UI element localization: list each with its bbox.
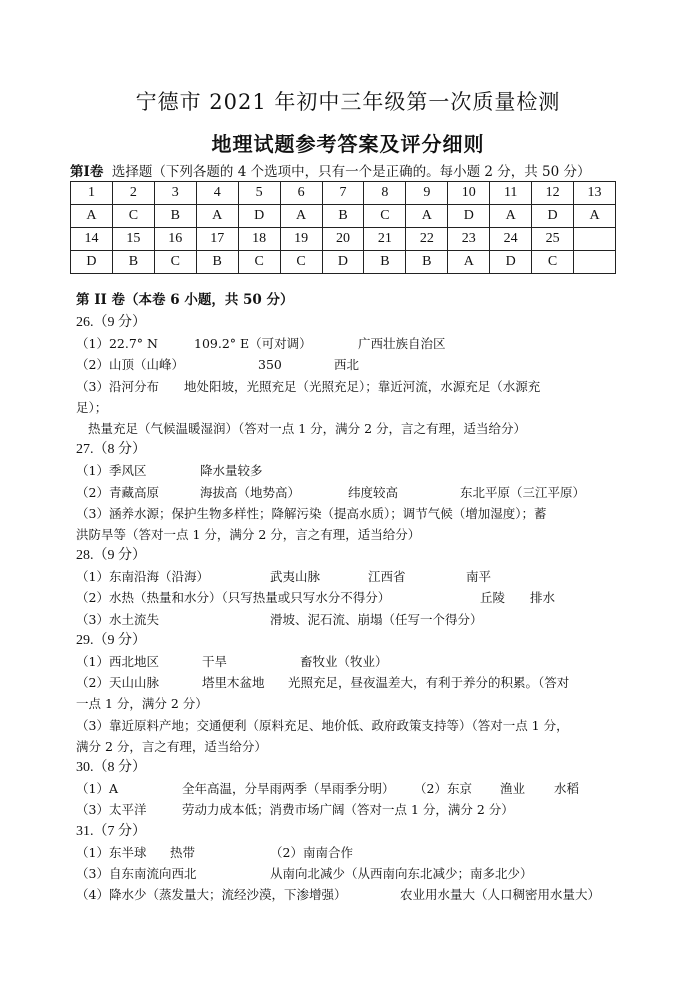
question-number-cell: 7 <box>322 182 364 205</box>
answer-text: 江西省 <box>368 569 406 585</box>
question-number-cell: 15 <box>112 228 154 251</box>
q28-heading <box>76 545 636 566</box>
answer-letter-cell: A <box>280 205 322 228</box>
answer-text: 干旱 <box>202 654 228 669</box>
question-number-row <box>71 228 616 251</box>
answer-text: （3）涵养水源；保护生物多样性；降解污染（提高水质）；调节气候（增加湿度）；蓄 <box>76 505 547 521</box>
answer-letter-row <box>71 205 616 228</box>
answer-text: 劳动力成本低；消费市场广阔（答对一点 1 分，满分 2 分） <box>182 802 514 818</box>
answer-letter-cell: B <box>196 251 238 274</box>
question-number-cell <box>574 228 616 251</box>
answer-text: （3）靠近原料产地；交通便利（原料充足、地价低、政府政策支持等）（答对一点 1 分， <box>76 717 569 733</box>
answer-letter-cell: D <box>448 205 490 228</box>
answer-text: 渔业 <box>500 781 526 797</box>
answer-text: （2）水热（热量和水分）（只写热量或只写水分不得分） <box>76 590 391 606</box>
q28-line <box>76 587 636 608</box>
answer-letter-cell: C <box>280 251 322 274</box>
q28-line <box>76 609 636 630</box>
answer-text: （3）太平洋 <box>76 802 147 818</box>
answer-letter-row <box>71 251 616 274</box>
answer-text: 滑坡、泥石流、崩塌（任写一个得分） <box>270 611 483 627</box>
q27-line <box>76 460 636 481</box>
answer-letter-cell: C <box>532 251 574 274</box>
question-number-cell: 9 <box>406 182 448 205</box>
q26-number: 26.（9 分） <box>76 315 146 330</box>
answer-text: 降水量较多 <box>200 463 263 479</box>
answer-text: 全年高温，分旱雨两季（旱雨季分明） <box>182 781 395 797</box>
answer-text: （1）季风区 <box>76 463 147 479</box>
q27-number: 27.（8 分） <box>76 442 146 458</box>
question-number-cell: 13 <box>574 182 616 205</box>
answer-text: 丘陵 <box>480 590 506 606</box>
answer-text: （1）22.7° N <box>76 336 158 352</box>
question-number-cell: 17 <box>196 228 238 251</box>
q31-number: 31.（7 分） <box>76 823 146 839</box>
question-number-cell: 25 <box>532 228 574 251</box>
answer-text: 光照充足，昼夜温差大，有利于养分的积累。（答对 <box>288 675 570 691</box>
q31-line <box>76 863 636 884</box>
question-number-cell: 2 <box>112 182 154 205</box>
q29-line <box>76 651 636 672</box>
q26-heading <box>76 312 636 333</box>
question-number-cell: 1 <box>71 182 113 205</box>
section-1-heading <box>70 160 591 180</box>
q29-line <box>76 672 636 693</box>
answer-letter-cell: D <box>71 251 113 274</box>
answer-text: 洪防旱等（答对一点 1 分，满分 2 分，言之有理，适当给分） <box>76 526 421 542</box>
q30-heading <box>76 757 636 778</box>
q31-line <box>76 884 636 905</box>
q29-line <box>76 693 636 714</box>
answer-letter-cell: A <box>574 205 616 228</box>
answer-text: （1）A <box>76 781 118 797</box>
q28-line <box>76 566 636 587</box>
answer-letter-cell: C <box>238 251 280 274</box>
question-number-cell: 3 <box>154 182 196 205</box>
question-number-cell: 5 <box>238 182 280 205</box>
question-number-cell: 14 <box>71 228 113 251</box>
answer-text: 塔里木盆地 <box>202 675 265 691</box>
answer-text: 畜牧业（牧业） <box>300 654 388 669</box>
answer-text: （2）青藏高原 <box>76 484 159 500</box>
answer-text: 武夷山脉 <box>270 569 321 585</box>
answer-text: （1）西北地区 <box>76 654 159 669</box>
q29-heading <box>76 630 636 651</box>
question-number-cell: 10 <box>448 182 490 205</box>
q26-line <box>76 418 636 439</box>
answer-letter-cell: C <box>364 205 406 228</box>
q29-number: 29.（9 分） <box>76 632 146 648</box>
q30-line <box>76 799 636 820</box>
question-number-cell: 20 <box>322 228 364 251</box>
q26-line <box>76 397 636 418</box>
answer-letter-cell <box>574 251 616 274</box>
q31-line <box>76 842 636 863</box>
answer-text: 从南向北减少（从西南向东北减少；南多北少） <box>270 865 533 881</box>
answer-text: （3）自东南流向西北 <box>76 865 197 881</box>
question-number-cell: 21 <box>364 228 406 251</box>
answer-text: 一点 1 分，满分 2 分） <box>76 696 208 712</box>
answer-text: 纬度较高 <box>348 484 399 500</box>
answer-text: 排水 <box>530 590 556 606</box>
answer-text: 东北平原（三江平原） <box>460 484 586 500</box>
q28-number: 28.（9 分） <box>76 548 146 564</box>
answer-letter-cell: D <box>490 251 532 274</box>
answer-text: 广西壮族自治区 <box>358 336 446 352</box>
answer-key-title: 地理试题参考答案及评分细则 <box>211 132 485 156</box>
question-number-row <box>71 182 616 205</box>
answer-text: 农业用水量大（人口稠密用水量大） <box>400 887 601 903</box>
answer-text: （3）沿河分布 地处阳坡，光照充足（光照充足）；靠近河流，水源充足（水源充 <box>76 378 541 394</box>
answer-table <box>70 181 616 274</box>
answer-letter-cell: B <box>112 251 154 274</box>
answer-text: 西北 <box>334 357 360 373</box>
answer-text: 热带 <box>170 844 196 860</box>
exam-title: 宁德市 2021 年初中三年级第一次质量检测 <box>135 90 561 114</box>
question-number-cell: 18 <box>238 228 280 251</box>
answer-letter-cell: B <box>406 251 448 274</box>
section-1-instructions: 选择题（下列各题的 4 个选项中，只有一个是正确的。每小题 2 分，共 50 分） <box>111 164 591 180</box>
question-number-cell: 6 <box>280 182 322 205</box>
answer-text: （3）水土流失 <box>76 611 159 627</box>
question-number-cell: 12 <box>532 182 574 205</box>
question-number-cell: 22 <box>406 228 448 251</box>
question-number-cell: 16 <box>154 228 196 251</box>
answer-letter-cell: B <box>154 205 196 228</box>
answer-text: （1）东南沿海（沿海） <box>76 569 209 585</box>
answer-body <box>76 312 636 905</box>
q30-line <box>76 778 636 799</box>
answer-letter-cell: C <box>154 251 196 274</box>
question-number-cell: 24 <box>490 228 532 251</box>
answer-letter-cell: C <box>112 205 154 228</box>
question-number-cell: 23 <box>448 228 490 251</box>
answer-text: 满分 2 分，言之有理，适当给分） <box>76 738 267 754</box>
q30-number: 30.（8 分） <box>76 759 146 775</box>
answer-text: 109.2° E（可对调） <box>194 336 312 352</box>
section-2-heading: 第 II 卷（本卷 6 小题，共 50 分） <box>76 292 294 308</box>
answer-letter-cell: B <box>322 205 364 228</box>
answer-letter-cell: A <box>448 251 490 274</box>
answer-text: （2）南南合作 <box>270 844 353 860</box>
answer-letter-cell: A <box>490 205 532 228</box>
question-number-cell: 4 <box>196 182 238 205</box>
question-number-cell: 8 <box>364 182 406 205</box>
answer-text: （2）东京 <box>414 781 472 797</box>
question-number-cell: 11 <box>490 182 532 205</box>
q27-line <box>76 482 636 503</box>
answer-letter-cell: A <box>71 205 113 228</box>
q26-line <box>76 354 636 375</box>
answer-text: 水稻 <box>554 781 580 797</box>
answer-text: 350 <box>258 357 282 373</box>
answer-text: （2）山顶（山峰） <box>76 357 184 373</box>
answer-letter-cell: D <box>238 205 280 228</box>
answer-text: （4）降水少（蒸发量大；流经沙漠，下渗增强） <box>76 887 347 903</box>
q26-line <box>76 376 636 397</box>
q29-line <box>76 715 636 736</box>
q31-heading <box>76 821 636 842</box>
answer-letter-cell: A <box>196 205 238 228</box>
answer-text: 热量充足（气候温暖湿润）（答对一点 1 分，满分 2 分，言之有理，适当给分） <box>88 420 527 436</box>
answer-letter-cell: D <box>532 205 574 228</box>
answer-text: 足）； <box>76 399 108 415</box>
q26-line <box>76 333 636 354</box>
question-number-cell: 19 <box>280 228 322 251</box>
q27-heading <box>76 439 636 460</box>
answer-text: （1）东半球 <box>76 844 147 860</box>
answer-letter-cell: A <box>406 205 448 228</box>
q29-line <box>76 736 636 757</box>
answer-letter-cell: B <box>364 251 406 274</box>
answer-letter-cell: D <box>322 251 364 274</box>
q27-line <box>76 503 636 524</box>
answer-text: （2）天山山脉 <box>76 675 159 691</box>
answer-text: 海拔高（地势高） <box>200 484 301 500</box>
q27-line <box>76 524 636 545</box>
section-1-label: 第Ⅰ卷 <box>70 164 104 180</box>
answer-text: 南平 <box>466 569 492 585</box>
